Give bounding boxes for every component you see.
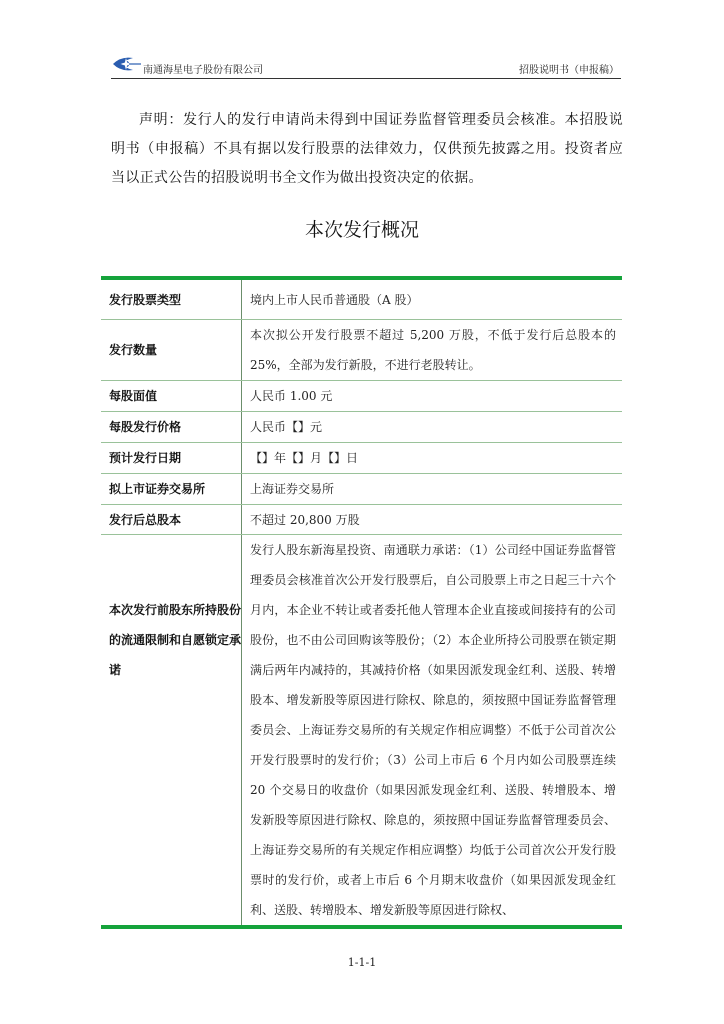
table-row xyxy=(101,504,622,534)
row-value: 本次拟公开发行股票不超过 5,200 万股，不低于发行后总股本的 25%，全部为发行新股，不进行老股转让。 xyxy=(242,319,623,380)
row-label: 发行后总股本 xyxy=(101,504,242,534)
row-value: 【】年【】月【】日 xyxy=(242,442,623,473)
table-row xyxy=(101,411,622,442)
row-label: 拟上市证券交易所 xyxy=(101,473,242,504)
company-name: 南通海星电子股份有限公司 xyxy=(143,65,263,76)
row-value: 不超过 20,800 万股 xyxy=(242,504,623,534)
row-value: 人民币【】元 xyxy=(242,411,623,442)
table-row xyxy=(101,280,622,319)
row-label xyxy=(101,534,242,925)
row-label: 每股面值 xyxy=(101,380,242,411)
row-value: 发行人股东新海星投资、南通联力承诺：（1）公司经中国证券监督管理委员会核准首次公开发行股票后，自公司股票上市之日起三十六个月内，本企业不转让或者委托他人管理本企业直接或间接持有的公司股份，也不由公司回购该等股份；（2）本企业所持公司股票在锁定期满后两年内减持的，其减持价格（如果因派发现金红利、送股、转增股本、增发新股等原因进行除权、除息的，须按照中国证券监督管理委员会、上海证券交易所的有关规定作相应调整）不低于公司首次公开发行股票时的发行价；（3）公司上市后 6 个月内如公司股票连续 20 个交易日的收盘价（如果因派发现金红利、送股、转增股本、增发新股等原因进行除权、除息的，须按照中国证券监督管理委员会、上海证券交易所的有关规定作相应调整）均低于公司首次公开发行股票时的发行价，或者上市后 6 个月期末收盘价（如果因派发现金红利、送股、转增股本、增发新股等原因进行除权、 xyxy=(250,542,616,917)
table-row xyxy=(101,534,622,925)
hai-xing-logo-icon xyxy=(111,54,141,74)
header-rule xyxy=(111,78,621,79)
row-value: 人民币 1.00 元 xyxy=(242,380,623,411)
document-title: 招股说明书（申报稿） xyxy=(519,65,619,76)
table-row xyxy=(101,473,622,504)
row-value: 上海证券交易所 xyxy=(242,473,623,504)
row-label: 预计发行日期 xyxy=(101,442,242,473)
page-header xyxy=(111,52,621,78)
table-row xyxy=(101,442,622,473)
table-row xyxy=(101,380,622,411)
table-row xyxy=(101,319,622,380)
declaration-paragraph: 声明：发行人的发行申请尚未得到中国证券监督管理委员会核准。本招股说明书（申报稿）不具有据以发行股票的法律效力，仅供预先披露之用。投资者应当以正式公告的招股说明书全文作为做出投资决定的依据。 xyxy=(111,112,623,186)
row-label: 每股发行价格 xyxy=(101,411,242,442)
offering-overview-table xyxy=(101,276,622,929)
row-value: 境内上市人民币普通股（A 股） xyxy=(242,280,623,319)
lockup-label-text: 本次发行前股东所持股份的流通限制和自愿锁定承诺 xyxy=(109,602,242,677)
section-title: 本次发行概况 xyxy=(304,219,419,241)
table-bottom-rule xyxy=(101,925,622,929)
row-label: 发行数量 xyxy=(101,319,242,380)
page-number: 1-1-1 xyxy=(347,956,377,969)
row-label: 发行股票类型 xyxy=(101,280,242,319)
